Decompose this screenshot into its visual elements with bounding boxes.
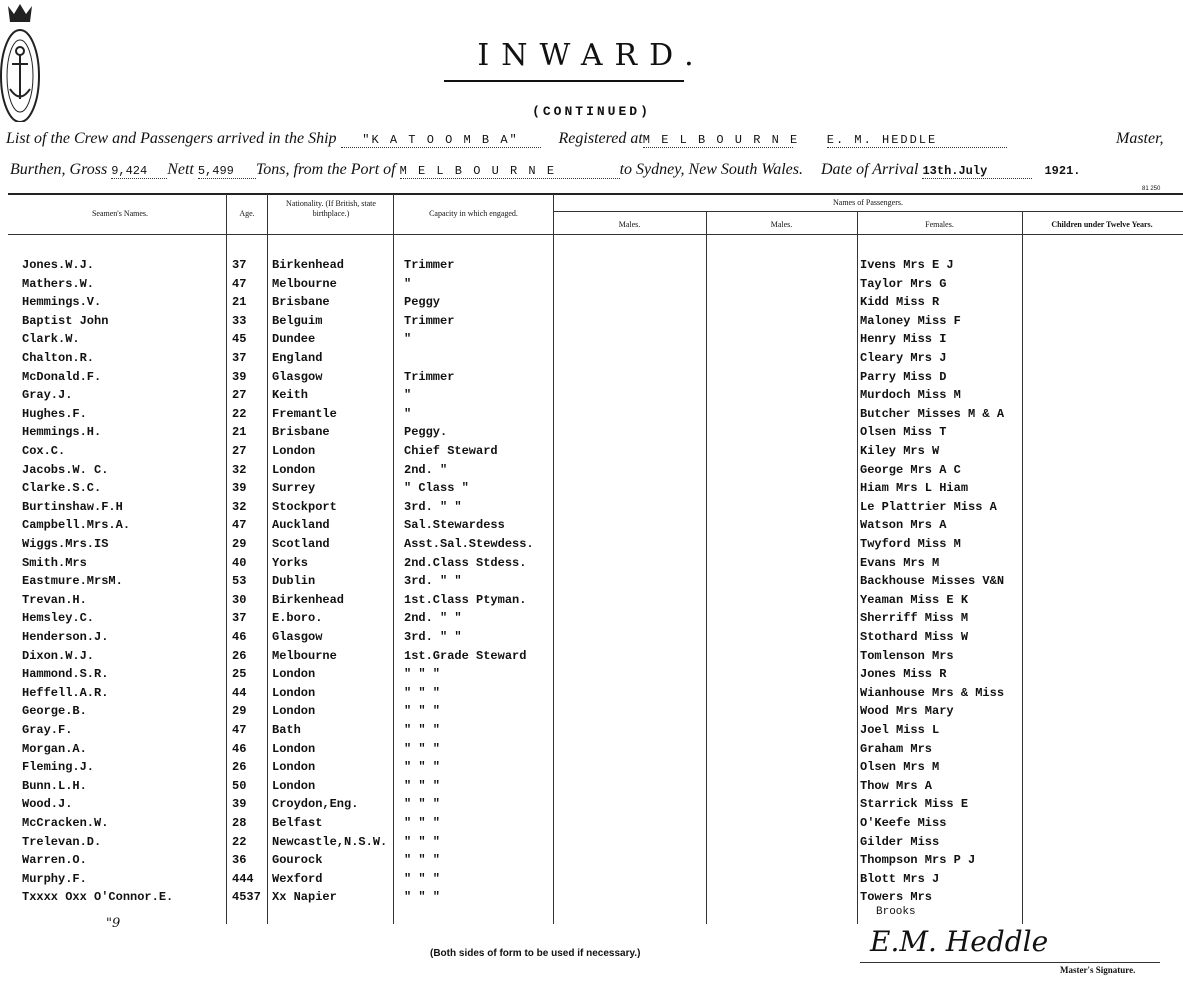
seaman-name: Clark.W. <box>22 332 80 347</box>
age: 37 <box>232 611 247 626</box>
seaman-name: Chalton.R. <box>22 351 95 365</box>
age: 32 <box>232 499 247 514</box>
col-females: Females. <box>925 220 954 229</box>
table-row <box>0 853 1183 871</box>
female-passenger: Yeaman Miss E K <box>860 592 969 607</box>
age: 28 <box>232 816 247 830</box>
passenger-sub-rule <box>553 211 1183 212</box>
capacity: " " " <box>404 723 441 737</box>
col-males-1: Males. <box>618 220 641 229</box>
nationality: Gourock <box>272 853 323 868</box>
age: 40 <box>232 555 247 570</box>
nationality: Birkenhead <box>272 258 345 272</box>
age: 4537 <box>232 890 261 905</box>
table-row <box>0 797 1183 815</box>
seaman-name: Wiggs.Mrs.IS <box>22 537 109 551</box>
female-passenger: Thompson Mrs P J <box>860 853 976 868</box>
master-signature: E.M. Heddle <box>870 925 1049 958</box>
seaman-name: McDonald.F. <box>22 369 102 384</box>
registered-port: M E L B O U R N E <box>642 133 800 147</box>
capacity: 1st.Class Ptyman. <box>404 592 527 607</box>
age: 36 <box>232 853 247 868</box>
capacity: Asst.Sal.Stewdess. <box>404 537 534 551</box>
table-row <box>0 779 1183 797</box>
female-passenger: Watson Mrs A <box>860 518 947 533</box>
nationality: London <box>272 667 316 682</box>
capacity: 3rd. " " <box>404 630 462 644</box>
registered-label: Registered at <box>558 130 643 147</box>
age: 45 <box>232 332 247 347</box>
age: 47 <box>232 518 247 533</box>
capacity: " " " <box>404 760 441 775</box>
table-row <box>0 816 1183 834</box>
form-number: 81 250 <box>1142 186 1161 192</box>
nationality: Glasgow <box>272 369 323 384</box>
nationality: London <box>272 704 316 719</box>
table-row <box>0 332 1183 350</box>
nationality: Keith <box>272 388 309 403</box>
header-bottom-rule <box>8 234 1183 235</box>
seaman-name: Gray.J. <box>22 388 73 403</box>
table-row <box>0 370 1183 388</box>
female-passenger: Graham Mrs <box>860 741 933 756</box>
age: 26 <box>232 760 247 775</box>
table-row <box>0 611 1183 629</box>
age: 37 <box>232 258 247 272</box>
table-row <box>0 444 1183 462</box>
age: 21 <box>232 425 247 440</box>
female-passenger: Twyford Miss M <box>860 537 961 551</box>
line1-prefix: List of the Crew and Passengers arrived in the Ship <box>6 130 337 147</box>
footer-note: (Both sides of form to be used if necessary.) <box>430 948 641 959</box>
age: 33 <box>232 313 247 328</box>
arrival-label: Date of Arrival <box>820 161 919 178</box>
female-passenger: Henry Miss I <box>860 332 947 347</box>
capacity: " " " <box>404 741 441 756</box>
female-passenger: George Mrs A C <box>860 462 961 477</box>
nationality: Xx Napier <box>272 890 337 905</box>
table-row <box>0 518 1183 536</box>
capacity: " " " <box>404 778 441 793</box>
female-passenger: Gilder Miss <box>860 834 940 849</box>
nationality: London <box>272 778 316 793</box>
age: 29 <box>232 537 247 551</box>
female-passenger: Kidd Miss R <box>860 295 940 310</box>
nationality: Surrey <box>272 481 316 496</box>
nationality: Brisbane <box>272 295 330 310</box>
female-passenger: Evans Mrs M <box>860 555 940 570</box>
header-line-1 <box>6 130 1164 148</box>
table-row <box>0 742 1183 760</box>
female-passenger: Towers Mrs <box>860 890 933 905</box>
table-row <box>0 556 1183 574</box>
capacity: " <box>404 388 412 403</box>
seaman-name: Smith.Mrs <box>22 555 87 570</box>
capacity: " " " <box>404 890 441 905</box>
capacity: " " " <box>404 685 441 700</box>
capacity: " " " <box>404 816 441 830</box>
age: 25 <box>232 667 247 682</box>
nationality: Belguim <box>272 313 323 328</box>
capacity: Trimmer <box>404 258 455 272</box>
col-passengers: Names of Passengers. <box>833 198 903 207</box>
table-row <box>0 463 1183 481</box>
capacity: " <box>404 332 412 347</box>
seaman-name: Heffell.A.R. <box>22 685 109 700</box>
table-row <box>0 704 1183 722</box>
page-title: INWARD. <box>477 38 706 73</box>
capacity: 3rd. " " <box>404 499 462 514</box>
nationality: Wexford <box>272 871 323 886</box>
female-passenger: Thow Mrs A <box>860 778 933 793</box>
seaman-name: Mathers.W. <box>22 276 95 291</box>
ship-name: "K A T O O M B A" <box>341 133 541 148</box>
age: 27 <box>232 388 247 403</box>
female-passenger: Wianhouse Mrs & Miss <box>860 685 1005 700</box>
age: 39 <box>232 797 247 812</box>
table-row <box>0 314 1183 332</box>
capacity: 3rd. " " <box>404 574 462 589</box>
female-passenger: Sherriff Miss M <box>860 611 969 626</box>
table-row <box>0 723 1183 741</box>
female-passenger: Starrick Miss E <box>860 797 969 812</box>
seaman-name: Wood.J. <box>22 797 73 812</box>
age: 29 <box>232 704 247 719</box>
capacity: " Class " <box>404 481 469 496</box>
nationality: Croydon,Eng. <box>272 797 359 812</box>
capacity: Peggy. <box>404 425 448 440</box>
female-passenger: Joel Miss L <box>860 723 940 737</box>
capacity: " " " <box>404 667 441 682</box>
table-row <box>0 481 1183 499</box>
nationality: London <box>272 741 316 756</box>
nationality: Yorks <box>272 555 309 570</box>
age: 37 <box>232 351 247 365</box>
age: 46 <box>232 741 247 756</box>
table-row <box>0 537 1183 555</box>
table-row <box>0 890 1183 908</box>
age: 50 <box>232 778 247 793</box>
seaman-name: Clarke.S.C. <box>22 481 102 496</box>
tons-from-label: Tons, from the Port of <box>255 161 396 178</box>
nationality: Glasgow <box>272 630 323 644</box>
table-row <box>0 872 1183 890</box>
female-passenger: Olsen Miss T <box>860 425 947 440</box>
nationality: London <box>272 760 316 775</box>
signature-caption: Master's Signature. <box>1060 965 1136 975</box>
seaman-name: Morgan.A. <box>22 741 87 756</box>
capacity: " <box>404 406 412 421</box>
table-row <box>0 686 1183 704</box>
master-label: Master, <box>1116 130 1164 147</box>
extra-female-name: Brooks <box>876 906 916 918</box>
seaman-name: Hemmings.H. <box>22 425 102 440</box>
female-passenger: Blott Mrs J <box>860 871 940 886</box>
capacity: Chief Steward <box>404 444 498 458</box>
seaman-name: Warren.O. <box>22 853 87 868</box>
col-children: Children under Twelve Years. <box>1051 220 1153 229</box>
age: 47 <box>232 723 247 737</box>
nationality: Melbourne <box>272 276 337 291</box>
seaman-name: Trelevan.D. <box>22 834 102 849</box>
female-passenger: Butcher Misses M & A <box>860 406 1005 421</box>
continued-label: (CONTINUED) <box>532 104 651 119</box>
age: 44 <box>232 685 247 700</box>
female-passenger: Wood Mrs Mary <box>860 704 954 719</box>
table-row <box>0 630 1183 648</box>
nett-tonnage: 5,499 <box>198 164 256 179</box>
nationality: Stockport <box>272 499 337 514</box>
table-row <box>0 667 1183 685</box>
nationality: Auckland <box>272 518 330 533</box>
table-row <box>0 593 1183 611</box>
table-row <box>0 407 1183 425</box>
age: 39 <box>232 369 247 384</box>
table-row <box>0 351 1183 369</box>
title-rule <box>444 80 684 82</box>
col-nationality: Nationality. (If British, state birthplace.) <box>286 199 376 218</box>
nationality: E.boro. <box>272 611 323 626</box>
age: 22 <box>232 834 247 849</box>
nationality: Brisbane <box>272 425 330 440</box>
arrival-date: 13th.July <box>922 164 1032 179</box>
seaman-name: Trevan.H. <box>22 592 87 607</box>
seaman-name: Murphy.F. <box>22 871 87 886</box>
female-passenger: Le Plattrier Miss A <box>860 499 997 514</box>
seaman-name: Hughes.F. <box>22 406 87 421</box>
signature-line <box>860 962 1160 963</box>
age: 30 <box>232 592 247 607</box>
age: 27 <box>232 444 247 458</box>
seaman-name: Hammond.S.R. <box>22 667 109 682</box>
capacity: " " " <box>404 834 441 849</box>
age: 46 <box>232 630 247 644</box>
nett-label: Nett <box>167 161 194 178</box>
female-passenger: Olsen Mrs M <box>860 760 940 775</box>
capacity: " " " <box>404 704 441 719</box>
nationality: Dundee <box>272 332 316 347</box>
line2-prefix: Burthen, Gross <box>10 161 108 178</box>
seaman-name: Jacobs.W. C. <box>22 462 109 477</box>
nationality: Bath <box>272 723 301 737</box>
table-row <box>0 760 1183 778</box>
female-passenger: Tomlenson Mrs <box>860 648 954 663</box>
seaman-name: George.B. <box>22 704 87 719</box>
capacity: 2nd.Class Stdess. <box>404 555 527 570</box>
female-passenger: Jones Miss R <box>860 667 947 682</box>
capacity: 1st.Grade Steward <box>404 648 527 663</box>
nationality: Newcastle,N.S.W. <box>272 834 388 849</box>
table-top-rule <box>8 193 1183 195</box>
nationality: London <box>272 685 316 700</box>
age: 21 <box>232 295 247 310</box>
table-row <box>0 295 1183 313</box>
table-row <box>0 574 1183 592</box>
nationality: Fremantle <box>272 406 337 421</box>
age: 39 <box>232 481 247 496</box>
female-passenger: Murdoch Miss M <box>860 388 961 403</box>
female-passenger: Stothard Miss W <box>860 630 969 644</box>
female-passenger: Taylor Mrs G <box>860 276 947 291</box>
female-passenger: Kiley Mrs W <box>860 444 940 458</box>
seaman-name: Campbell.Mrs.A. <box>22 518 131 533</box>
seaman-name: Henderson.J. <box>22 630 109 644</box>
capacity: Trimmer <box>404 369 455 384</box>
capacity: " <box>404 276 412 291</box>
age: 47 <box>232 276 247 291</box>
seaman-name: Dixon.W.J. <box>22 648 95 663</box>
nationality: Melbourne <box>272 648 337 663</box>
age: 32 <box>232 462 247 477</box>
table-row <box>0 835 1183 853</box>
from-port: M E L B O U R N E <box>400 164 620 179</box>
age: 22 <box>232 406 247 421</box>
female-passenger: Hiam Mrs L Hiam <box>860 481 969 496</box>
capacity: Trimmer <box>404 313 455 328</box>
female-passenger: Cleary Mrs J <box>860 351 947 365</box>
nationality: London <box>272 444 316 458</box>
seaman-name: Txxxx Oxx O'Connor.E. <box>22 890 174 905</box>
seaman-name: Jones.W.J. <box>22 258 95 272</box>
capacity: " " " <box>404 871 441 886</box>
capacity: " " " <box>404 797 441 812</box>
nationality: Birkenhead <box>272 592 345 607</box>
nationality: Belfast <box>272 816 323 830</box>
female-passenger: Parry Miss D <box>860 369 947 384</box>
col-age: Age. <box>239 209 255 218</box>
capacity: 2nd. " <box>404 462 448 477</box>
nationality: Scotland <box>272 537 330 551</box>
master-name: E. M. HEDDLE <box>827 133 1007 148</box>
capacity: 2nd. " " <box>404 611 462 626</box>
seaman-name: Fleming.J. <box>22 760 95 775</box>
seaman-name: Eastmure.MrsM. <box>22 574 123 589</box>
to-label: to Sydney, New South Wales. <box>619 161 803 178</box>
female-passenger: Ivens Mrs E J <box>860 258 954 272</box>
nationality: Dublin <box>272 574 316 589</box>
capacity: Sal.Stewardess <box>404 518 505 533</box>
table-row <box>0 277 1183 295</box>
age: 444 <box>232 871 254 886</box>
col-males-2: Males. <box>770 220 793 229</box>
seaman-name: Baptist John <box>22 313 109 328</box>
table-row <box>0 388 1183 406</box>
seaman-name: Burtinshaw.F.H <box>22 499 123 514</box>
seaman-name: Bunn.L.H. <box>22 778 87 793</box>
nationality: London <box>272 462 316 477</box>
table-row <box>0 649 1183 667</box>
seaman-name: Cox.C. <box>22 444 66 458</box>
capacity: " " " <box>404 853 441 868</box>
female-passenger: Backhouse Misses V&N <box>860 574 1005 589</box>
seaman-name: Hemmings.V. <box>22 295 102 310</box>
table-row <box>0 500 1183 518</box>
table-row <box>0 258 1183 276</box>
seaman-name: Gray.F. <box>22 723 73 737</box>
gross-tonnage: 9,424 <box>111 164 167 179</box>
age: 26 <box>232 648 247 663</box>
table-row <box>0 425 1183 443</box>
age: 53 <box>232 574 247 589</box>
female-passenger: O'Keefe Miss <box>860 816 947 830</box>
capacity: Peggy <box>404 295 441 310</box>
arrival-year: 1921. <box>1044 164 1081 178</box>
tally-mark: "9 <box>106 916 121 931</box>
header-line-2 <box>10 161 1080 179</box>
seaman-name: McCracken.W. <box>22 816 109 830</box>
seaman-name: Hemsley.C. <box>22 611 95 626</box>
nationality: England <box>272 351 323 365</box>
female-passenger: Maloney Miss F <box>860 313 961 328</box>
col-capacity: Capacity in which engaged. <box>429 209 518 218</box>
col-seamen: Seamen's Names. <box>91 209 149 218</box>
